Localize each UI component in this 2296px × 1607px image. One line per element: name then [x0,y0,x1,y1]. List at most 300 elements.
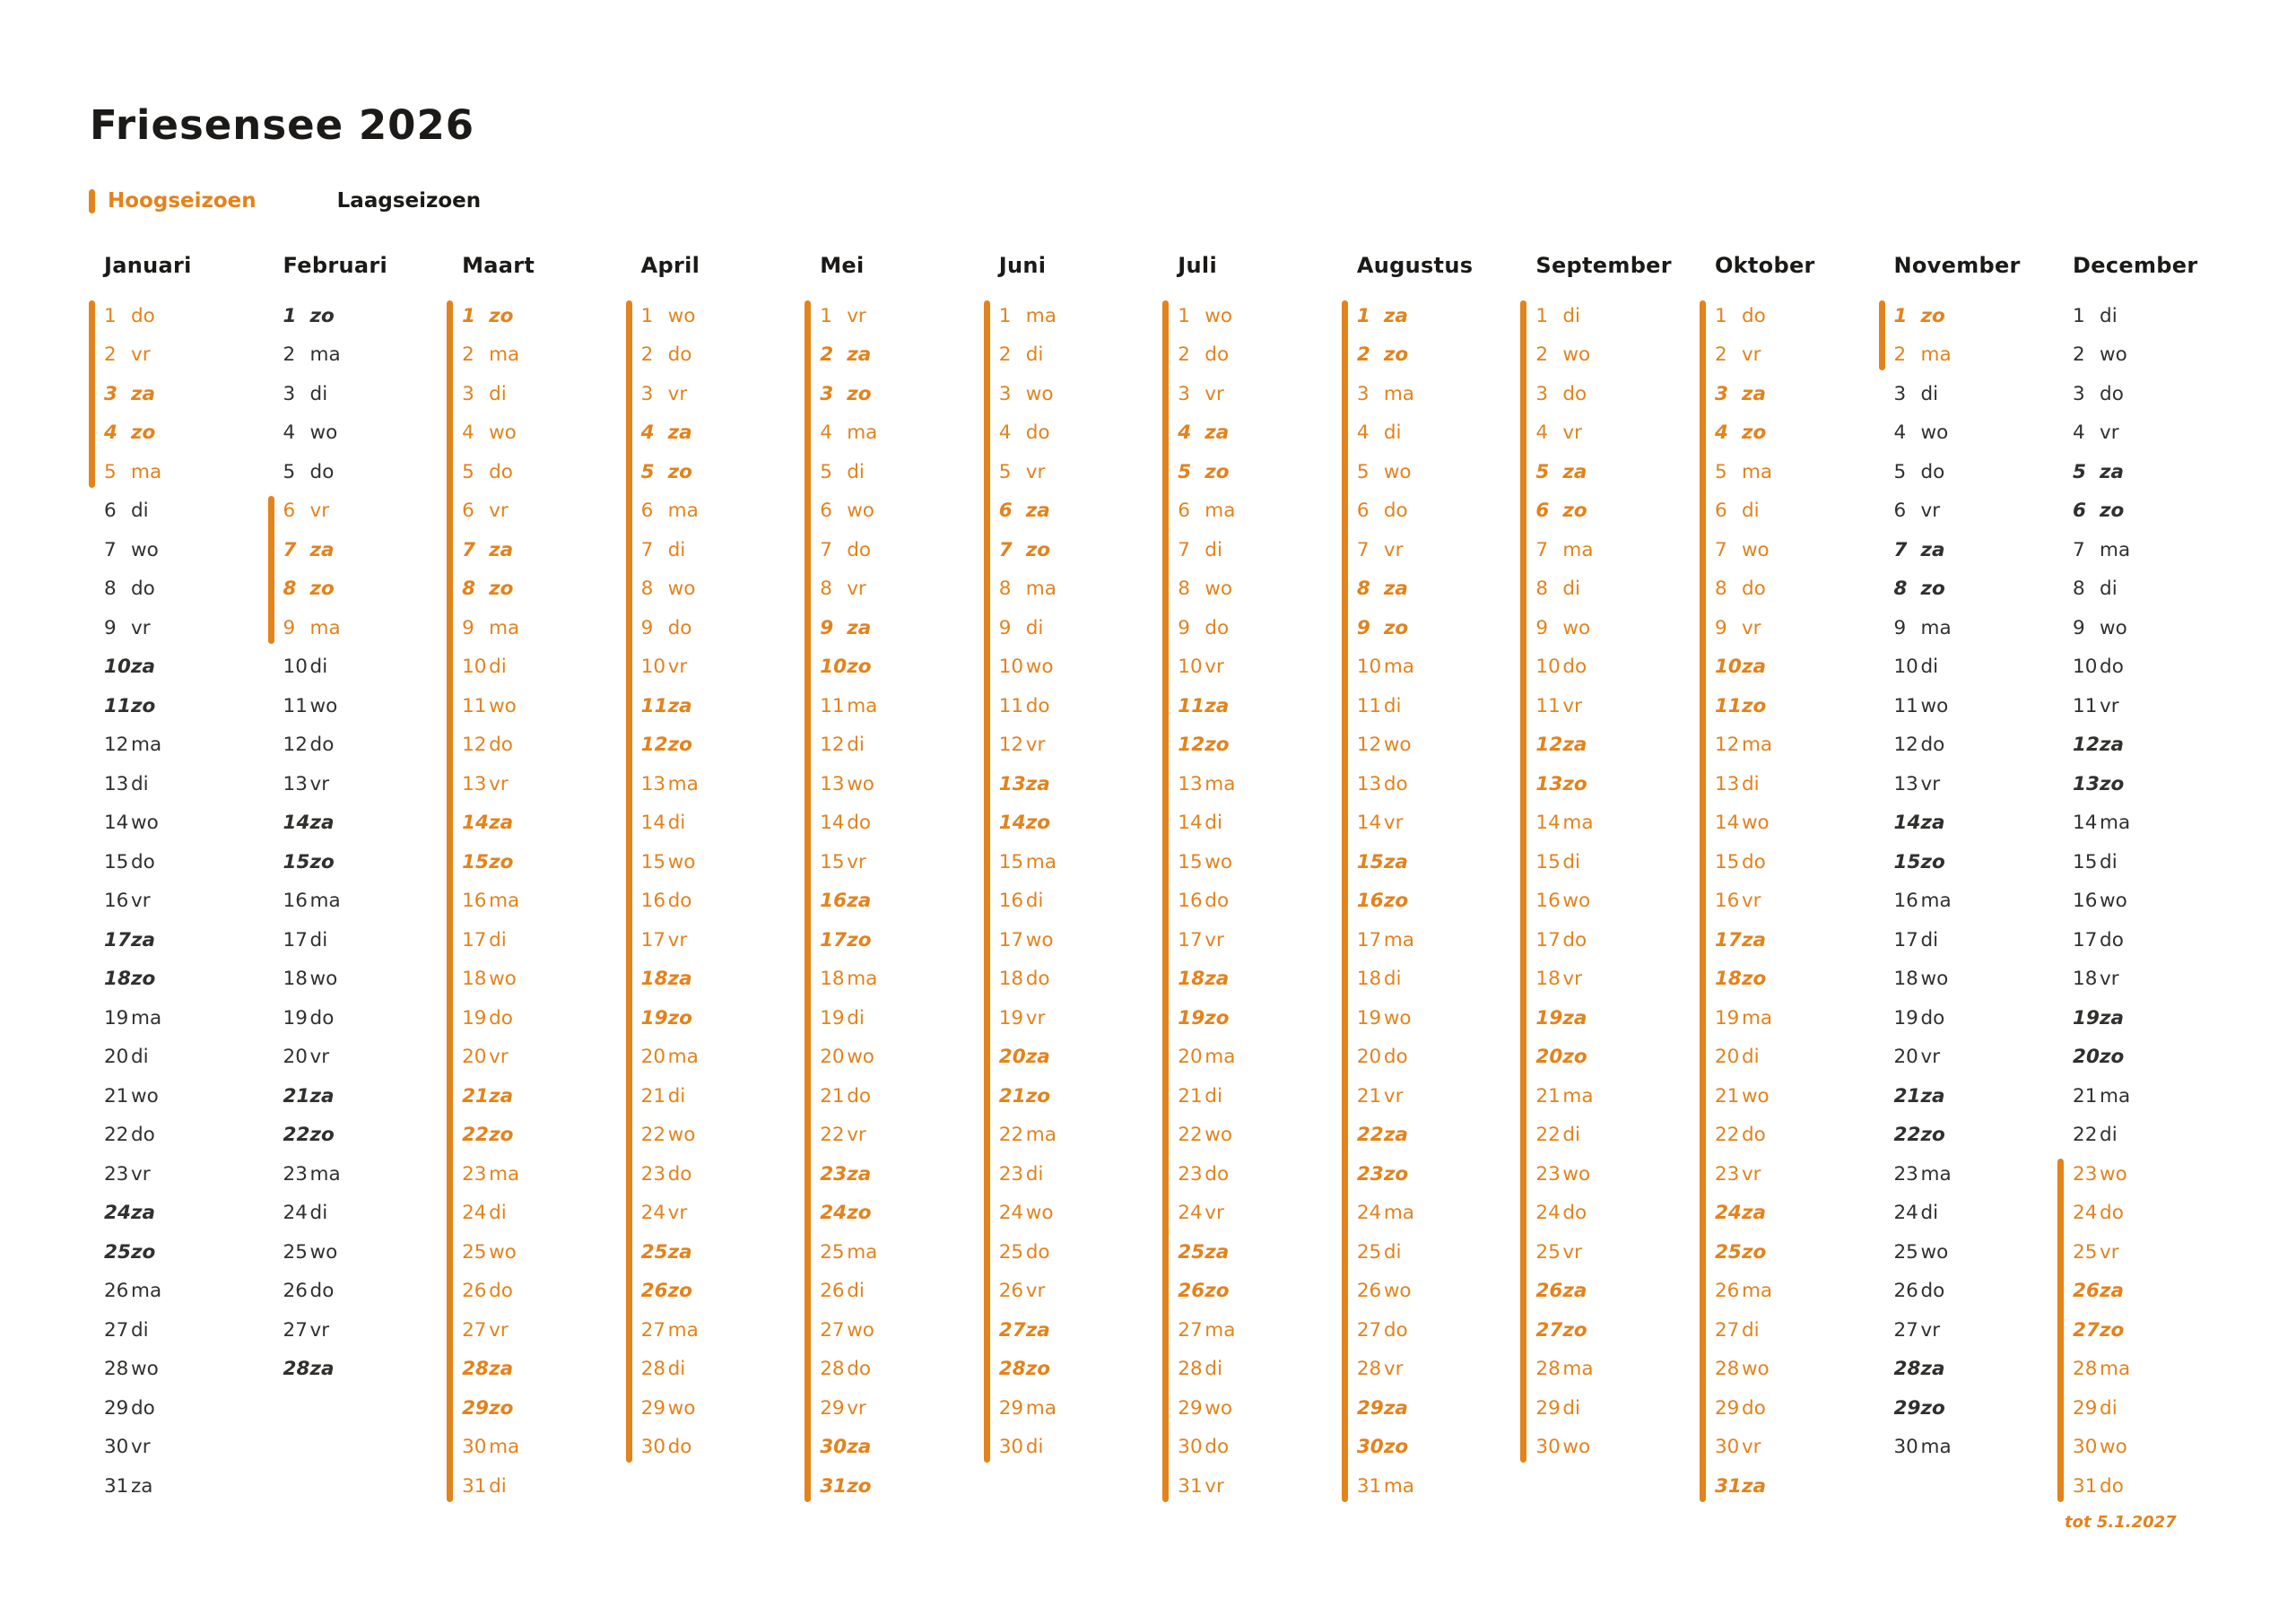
day-number: 8 [998,578,1012,601]
day-number: 21 [1893,1084,1921,1108]
day-row [1700,1233,1879,1273]
day-number: 4 [1893,421,1907,445]
day-row [1700,1038,1879,1077]
day-number: 17 [640,928,665,951]
day-abbrev: do [131,1124,155,1147]
day-abbrev: za [309,1358,335,1381]
day-number: 8 [1714,578,1727,601]
day-number: 6 [462,499,474,523]
day-row [1520,647,1700,687]
day-row [984,1116,1163,1155]
day-row [1520,375,1700,414]
day-number: 20 [1714,1046,1740,1069]
day-row [1520,297,1700,336]
day-row [1342,1311,1521,1351]
day-row [89,1038,268,1077]
day-abbrev: do [1205,1162,1230,1186]
day-abbrev: ma [667,772,699,795]
day-number: 3 [462,382,474,405]
day-abbrev: za [1920,538,1945,561]
day-row [2057,1389,2237,1429]
day-abbrev: ma [309,890,341,913]
day-abbrev: wo [1025,928,1054,951]
day-abbrev: zo [489,304,514,327]
day-abbrev: ma [489,1162,520,1186]
day-number: 23 [820,1162,848,1186]
month-juli [1162,253,1342,1498]
day-row [89,647,268,687]
page-title: Friesensee 2026 [90,101,475,149]
day-abbrev: di [847,734,865,757]
day-abbrev: do [1025,694,1050,717]
day-abbrev: za [1025,1318,1050,1342]
month-days [2057,297,2237,1532]
day-number: 7 [1893,538,1908,561]
day-row [268,375,448,414]
day-number: 11 [283,694,308,717]
day-abbrev: wo [1562,1162,1591,1186]
day-row [268,1233,448,1273]
day-abbrev: di [1205,1358,1222,1381]
day-number: 16 [1714,890,1740,913]
day-row [268,687,448,726]
day-row [626,297,805,336]
day-abbrev: do [1562,382,1587,405]
day-number: 23 [462,1162,487,1186]
day-row [1700,960,1879,999]
season-bar [1879,300,1885,370]
day-row [1162,921,1342,960]
day-row [89,531,268,570]
day-row [447,375,626,414]
day-number: 24 [1714,1202,1742,1225]
day-row [1342,1116,1521,1155]
day-row [1879,1077,2058,1116]
day-row [268,1116,448,1155]
day-number: 1 [640,304,654,327]
day-number: 28 [104,1358,129,1381]
day-abbrev: ma [847,968,878,991]
day-abbrev: di [1741,499,1760,523]
day-row [1162,843,1342,882]
day-row [89,804,268,843]
day-row [89,1155,268,1194]
day-row [626,335,805,375]
day-row [89,609,268,648]
day-row [1520,569,1700,609]
day-number: 5 [104,460,117,483]
day-abbrev: zo [847,1474,872,1498]
day-abbrev: zo [1741,968,1767,991]
day-number: 4 [820,421,832,445]
day-row [1342,531,1521,570]
day-number: 6 [1178,499,1190,523]
day-number: 10 [1535,656,1561,679]
day-number: 18 [820,968,845,991]
day-abbrev: do [1383,1318,1408,1342]
day-abbrev: ma [489,343,520,367]
day-number: 19 [820,1006,845,1029]
day-row [804,1350,984,1389]
day-abbrev: vr [1383,1358,1404,1381]
day-abbrev: zo [489,850,514,873]
day-number: 8 [2073,578,2085,601]
day-abbrev: wo [489,421,517,445]
day-abbrev: di [1025,890,1044,913]
day-number: 12 [462,734,487,757]
season-bar [89,300,95,488]
day-row [984,1233,1163,1273]
day-number: 16 [1893,890,1918,913]
day-row [2057,491,2237,531]
day-abbrev: zo [1920,1396,1945,1420]
day-number: 21 [640,1084,665,1108]
month-title: Juli [1178,253,1217,278]
day-number: 20 [820,1046,845,1069]
day-number: 7 [640,538,654,561]
day-abbrev: za [1205,421,1230,445]
day-abbrev: wo [131,1358,159,1381]
day-row [2057,1194,2237,1233]
day-number: 20 [1178,1046,1203,1069]
day-abbrev: do [1741,304,1766,327]
day-number: 17 [2073,928,2098,951]
day-abbrev: zo [489,578,514,601]
day-abbrev: zo [1383,1162,1409,1186]
day-abbrev: zo [1205,460,1230,483]
day-row [268,1194,448,1233]
day-abbrev: do [131,850,155,873]
day-abbrev: do [1205,890,1230,913]
day-abbrev: wo [1562,890,1591,913]
day-number: 5 [1356,460,1370,483]
day-abbrev: vr [489,499,509,523]
day-number: 22 [1356,1124,1384,1147]
day-row [447,1116,626,1155]
day-row [2057,1350,2237,1389]
day-row [1879,1311,2058,1351]
day-row [984,375,1163,414]
day-abbrev: do [309,460,335,483]
day-abbrev: zo [131,421,156,445]
day-row [1520,804,1700,843]
day-row [626,1350,805,1389]
day-row [1520,687,1700,726]
day-number: 21 [820,1084,845,1108]
day-number: 25 [462,1240,487,1264]
day-abbrev: zo [309,304,335,327]
day-abbrev: wo [2100,343,2127,367]
day-row [804,1194,984,1233]
day-number: 12 [1893,734,1918,757]
day-row [2057,725,2237,765]
day-abbrev: vr [309,1046,330,1069]
day-number: 24 [640,1202,665,1225]
day-number: 26 [640,1280,668,1303]
day-number: 19 [1356,1006,1382,1029]
day-number: 24 [1893,1202,1918,1225]
day-row [1342,804,1521,843]
day-row [447,999,626,1038]
day-number: 18 [104,968,131,991]
day-number: 26 [2073,1280,2100,1303]
day-row [804,882,984,921]
day-abbrev: ma [847,1240,878,1264]
day-abbrev: di [1205,538,1222,561]
day-row [89,1350,268,1389]
day-row [1342,453,1521,492]
day-number: 18 [1535,968,1561,991]
day-number: 8 [283,578,297,601]
day-abbrev: wo [847,772,874,795]
day-row [1342,297,1521,336]
day-number: 9 [998,616,1012,639]
day-number: 14 [640,812,665,835]
day-row [984,1077,1163,1116]
day-abbrev: do [1741,1396,1766,1420]
day-abbrev: wo [1205,1124,1233,1147]
day-abbrev: do [1920,734,1945,757]
day-abbrev: di [847,1006,865,1029]
day-number: 23 [1893,1162,1918,1186]
day-row [626,453,805,492]
day-abbrev: do [1741,578,1766,601]
day-number: 28 [998,1358,1026,1381]
day-number: 19 [283,1006,308,1029]
day-number: 23 [1356,1162,1384,1186]
day-row [804,1233,984,1273]
day-number: 27 [998,1318,1026,1342]
day-row [1520,1311,1700,1351]
day-row [1342,335,1521,375]
month-title: April [640,253,700,278]
day-row [984,1389,1163,1429]
day-number: 2 [1356,343,1370,367]
day-row [984,413,1163,453]
day-abbrev: di [1025,1162,1044,1186]
day-abbrev: wo [131,812,159,835]
day-number: 5 [1535,460,1550,483]
day-abbrev: ma [667,1318,699,1342]
day-row [626,1194,805,1233]
day-abbrev: ma [1920,890,1952,913]
day-abbrev: wo [309,421,338,445]
day-abbrev: za [1383,850,1408,873]
day-abbrev: vr [131,616,151,639]
day-row [1700,999,1879,1038]
day-abbrev: di [1920,656,1939,679]
day-abbrev: za [847,1436,872,1459]
day-abbrev: ma [1205,1318,1236,1342]
month-augustus [1342,253,1521,1498]
day-number: 2 [104,343,117,367]
day-row [1520,843,1700,882]
day-row [447,1428,626,1467]
day-number: 21 [998,1084,1026,1108]
day-number: 29 [1178,1396,1203,1420]
day-number: 10 [1178,656,1203,679]
day-number: 19 [1893,1006,1918,1029]
day-row [1342,1155,1521,1194]
day-number: 12 [1356,734,1382,757]
day-abbrev: wo [667,1396,696,1420]
day-number: 26 [1178,1280,1205,1303]
legend-high-season-label: Hoogseizoen [108,189,257,213]
month-days [268,297,448,1389]
day-row [626,609,805,648]
day-number: 16 [104,890,129,913]
month-days [447,297,626,1507]
day-abbrev: za [1741,656,1766,679]
day-row [1162,453,1342,492]
day-row [1700,1350,1879,1389]
day-row [1879,725,2058,765]
season-bar [804,300,811,1502]
day-row [89,1389,268,1429]
day-abbrev: zo [1741,1240,1767,1264]
day-number: 21 [2073,1084,2098,1108]
day-abbrev: do [667,890,692,913]
day-number: 26 [820,1280,845,1303]
day-number: 17 [283,928,308,951]
day-number: 23 [283,1162,308,1186]
day-row [447,1350,626,1389]
day-row [1520,725,1700,765]
day-number: 17 [1714,928,1742,951]
day-number: 30 [820,1436,848,1459]
day-abbrev: di [1562,850,1581,873]
day-number: 8 [1356,578,1370,601]
day-abbrev: zo [847,928,872,951]
day-number: 2 [1714,343,1727,367]
day-row [1162,1194,1342,1233]
day-row [2057,1428,2237,1467]
day-abbrev: wo [309,968,338,991]
day-number: 25 [1356,1240,1382,1264]
day-abbrev: zo [2100,1046,2125,1069]
day-abbrev: ma [1205,499,1236,523]
day-row [1520,1272,1700,1311]
day-abbrev: za [667,1240,692,1264]
day-number: 8 [1535,578,1549,601]
day-row [1879,687,2058,726]
day-abbrev: wo [667,578,696,601]
month-days [89,297,268,1507]
day-row [984,765,1163,804]
day-row [1879,297,2058,336]
day-row [1700,725,1879,765]
day-number: 9 [1178,616,1190,639]
day-abbrev: zo [1205,1280,1230,1303]
day-row [89,765,268,804]
day-abbrev: za [1920,1084,1945,1108]
day-abbrev: zo [1025,1358,1051,1381]
day-abbrev: zo [1205,1006,1230,1029]
day-number: 21 [104,1084,129,1108]
day-abbrev: vr [1741,1162,1761,1186]
day-abbrev: do [847,1358,871,1381]
day-abbrev: za [1562,460,1587,483]
day-number: 17 [104,928,131,951]
day-number: 24 [2073,1202,2098,1225]
day-row [1162,413,1342,453]
day-abbrev: di [131,772,149,795]
day-row [984,1038,1163,1077]
day-abbrev: zo [309,1124,335,1147]
day-number: 6 [640,499,654,523]
day-row [1700,1155,1879,1194]
day-row [447,725,626,765]
day-abbrev: di [131,499,149,523]
day-number: 28 [2073,1358,2098,1381]
day-row [89,1194,268,1233]
month-title: Oktober [1714,253,1815,278]
day-row [1162,1467,1342,1507]
day-row [447,1077,626,1116]
day-row [1162,1233,1342,1273]
day-abbrev: do [489,1006,513,1029]
day-number: 25 [998,1240,1024,1264]
day-abbrev: wo [1562,616,1591,639]
day-row [268,569,448,609]
day-number: 2 [2073,343,2085,367]
day-number: 14 [1356,812,1382,835]
day-number: 18 [2073,968,2098,991]
day-number: 1 [462,304,476,327]
day-abbrev: za [131,656,156,679]
day-abbrev: zo [1741,421,1767,445]
day-row [2057,687,2237,726]
day-row [804,1077,984,1116]
day-row [268,960,448,999]
day-number: 23 [104,1162,129,1186]
day-number: 19 [1178,1006,1205,1029]
day-row [804,647,984,687]
day-abbrev: di [2100,578,2118,601]
day-abbrev: vr [2100,1240,2119,1264]
day-row [1520,1389,1700,1429]
day-abbrev: di [1741,1318,1760,1342]
day-number: 30 [1356,1436,1384,1459]
day-row [984,491,1163,531]
day-number: 25 [2073,1240,2098,1264]
day-abbrev: zo [2100,772,2125,795]
day-abbrev: zo [1741,694,1767,717]
day-row [1700,375,1879,414]
day-abbrev: za [847,616,872,639]
day-number: 18 [998,968,1024,991]
day-row [1700,297,1879,336]
day-abbrev: vr [1205,382,1224,405]
day-abbrev: wo [667,1124,696,1147]
day-row [2057,843,2237,882]
day-row [89,491,268,531]
day-abbrev: do [847,538,871,561]
day-abbrev: ma [1025,578,1057,601]
day-number: 11 [820,694,845,717]
day-abbrev: za [1383,578,1408,601]
day-abbrev: vr [1741,616,1761,639]
day-number: 6 [820,499,832,523]
day-abbrev: za [1025,772,1050,795]
day-abbrev: zo [1383,343,1409,367]
day-number: 20 [2073,1046,2100,1069]
day-abbrev: ma [1383,656,1414,679]
month-days [1520,297,1700,1467]
day-abbrev: vr [1205,1474,1224,1498]
day-row [804,1311,984,1351]
day-number: 25 [104,1240,131,1264]
